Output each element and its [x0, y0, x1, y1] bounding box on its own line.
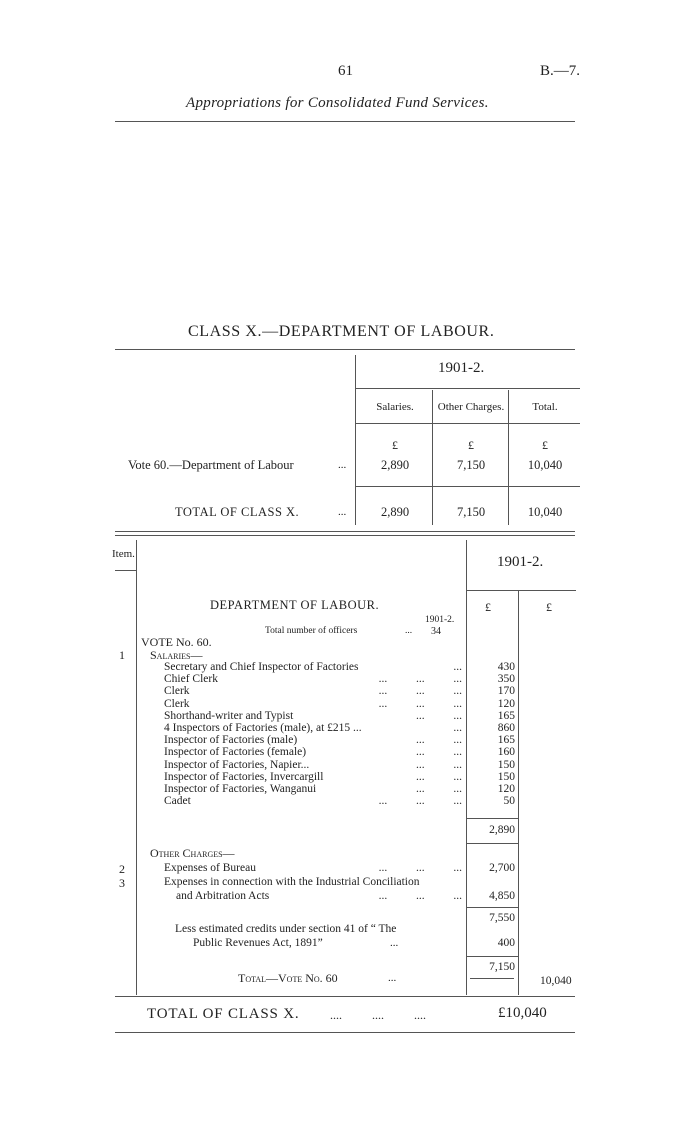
salary-row-label: Inspector of Factories (male)	[164, 734, 298, 746]
col-other-charges: Other Charges.	[437, 401, 505, 413]
salary-row-dots: ... ...	[416, 783, 462, 795]
salary-row-amount: 120	[497, 698, 515, 710]
class-total-amount: £10,040	[498, 1005, 547, 1021]
salary-row-dots: ... ... ...	[378, 698, 462, 710]
subtotal: 7,550	[489, 912, 515, 924]
other-row-label: and Arbitration Acts	[176, 890, 270, 902]
amount-column-rule-left	[466, 540, 467, 995]
salary-row-label: 4 Inspectors of Factories (male), at £215 ...	[164, 722, 362, 734]
less-credits-dots: ...	[390, 937, 399, 949]
officers-label: Total number of officers	[265, 626, 358, 636]
salary-row	[164, 795, 466, 807]
salary-row-label: Secretary and Chief Inspector of Factories	[164, 661, 359, 673]
salary-row-amount: 160	[497, 746, 515, 758]
summary-total-other: 7,150	[456, 505, 486, 519]
salary-row-dots: ... ...	[416, 734, 462, 746]
salary-row	[164, 783, 466, 795]
salary-row-label: Cadet	[164, 795, 191, 807]
col-salaries: Salaries.	[376, 401, 414, 413]
currency-salaries: £	[392, 438, 398, 452]
salary-row-label: Inspector of Factories (female)	[164, 746, 307, 758]
vote-label: Vote 60.—Department of Labour	[128, 458, 294, 472]
less-credits-line1: Less estimated credits under section 41 of “ The	[175, 923, 397, 935]
less-credits-line2: Public Revenues Act, 1891”	[193, 937, 323, 949]
currency-other: £	[468, 438, 474, 452]
salary-row-amount: 165	[497, 734, 515, 746]
salary-row-amount: 430	[497, 661, 515, 673]
other-row-dots: ... ... ...	[378, 890, 462, 902]
page-title: Appropriations for Consolidated Fund Services.	[186, 95, 489, 111]
other-row-item-number: 2	[119, 862, 125, 876]
salary-row	[164, 685, 466, 697]
class-heading: CLASS X.—DEPARTMENT OF LABOUR.	[188, 323, 495, 340]
col-total: Total.	[532, 401, 558, 413]
amount-column-rule-mid	[518, 590, 519, 995]
vote-other: 7,150	[456, 458, 486, 472]
salary-row-label: Inspector of Factories, Wanganui	[164, 783, 317, 795]
detail-year: 1901-2.	[497, 554, 544, 570]
other-row-label: Expenses in connection with the Industrial Conciliation	[164, 876, 420, 888]
salary-row-label: Clerk	[164, 685, 190, 697]
salaries-heading: Salaries—	[150, 648, 203, 662]
salary-row-label: Shorthand-writer and Typist	[164, 710, 294, 722]
summary-total-dots: ...	[338, 506, 347, 518]
salary-row-dots: ... ...	[416, 771, 462, 783]
salary-row	[164, 722, 466, 734]
officers-count: 34	[431, 626, 441, 637]
document-reference: B.—7.	[540, 63, 581, 79]
other-charges-heading: Other Charges—	[150, 846, 235, 860]
summary-total-total: 10,040	[527, 505, 563, 519]
salary-row-amount: 150	[497, 759, 515, 771]
currency-col1: £	[485, 600, 491, 614]
vote-total-label	[238, 971, 338, 986]
salary-row-dots: ... ... ...	[378, 685, 462, 697]
department-heading: DEPARTMENT OF LABOUR.	[210, 598, 380, 612]
vote-total-amount: 10,040	[540, 975, 572, 987]
salary-row-amount: 860	[497, 722, 515, 734]
salary-row-dots: ...	[453, 722, 462, 734]
salary-row-amount: 350	[497, 673, 515, 685]
salary-row-label: Inspector of Factories, Invercargill	[164, 771, 324, 783]
salary-row-dots: ... ...	[416, 746, 462, 758]
salary-row	[164, 771, 466, 783]
less-credits-amount: 400	[497, 937, 515, 949]
salary-row-dots: ...	[453, 661, 462, 673]
vote-number: VOTE No. 60.	[141, 635, 212, 649]
salary-row	[164, 746, 466, 758]
salary-row-label: Inspector of Factories, Napier...	[164, 759, 310, 771]
salary-row-amount: 50	[503, 795, 515, 807]
vote-total-text: Total—Vote No. 60	[238, 971, 338, 985]
item-header: Item.	[112, 548, 135, 560]
other-row-label: Expenses of Bureau	[164, 862, 256, 874]
other-row-amount: 4,850	[489, 890, 515, 902]
other-charge-row	[164, 876, 466, 888]
other-row-item-number: 3	[119, 876, 125, 890]
class-total-dots: .... .... ....	[330, 1008, 426, 1022]
salary-row	[164, 698, 466, 710]
salary-row-amount: 170	[497, 685, 515, 697]
currency-col2: £	[546, 600, 552, 614]
salary-row-amount: 150	[497, 771, 515, 783]
other-row-amount: 2,700	[489, 862, 515, 874]
officers-dots: ...	[405, 626, 413, 636]
page-number: 61	[338, 63, 353, 79]
currency-total: £	[542, 438, 548, 452]
salary-row-dots: ... ... ...	[378, 673, 462, 685]
other-charge-row	[176, 890, 466, 902]
vote-total: 10,040	[527, 458, 563, 472]
salary-row	[164, 673, 466, 685]
salaries-total: 2,890	[489, 824, 515, 836]
salary-row-label: Chief Clerk	[164, 673, 218, 685]
net-amount: 7,150	[489, 961, 515, 973]
salary-row-amount: 120	[497, 783, 515, 795]
summary-total-salaries: 2,890	[380, 505, 410, 519]
vote-total-dots: ...	[388, 972, 397, 984]
vote-dots: ...	[338, 459, 347, 471]
salary-row	[164, 734, 466, 746]
salary-row	[164, 661, 466, 673]
header-rule	[115, 121, 575, 122]
item-column-rule	[136, 540, 137, 995]
vote-salaries: 2,890	[380, 458, 410, 472]
salary-row-dots: ... ...	[416, 710, 462, 722]
class-total-label: TOTAL OF CLASS X.	[147, 1006, 300, 1022]
salary-row-label: Clerk	[164, 698, 190, 710]
salary-row-dots: ... ... ...	[378, 795, 462, 807]
salary-row	[164, 710, 466, 722]
salaries-item-number: 1	[119, 648, 125, 662]
officers-year: 1901-2.	[425, 615, 455, 625]
summary-year: 1901-2.	[438, 360, 485, 376]
salary-row-amount: 165	[497, 710, 515, 722]
other-charge-row	[164, 862, 466, 874]
summary-total-label: TOTAL OF CLASS X.	[175, 505, 300, 519]
other-row-dots: ... ... ...	[378, 862, 462, 874]
salary-row	[164, 759, 466, 771]
salary-row-dots: ... ...	[416, 759, 462, 771]
summary-top-rule	[115, 349, 575, 350]
